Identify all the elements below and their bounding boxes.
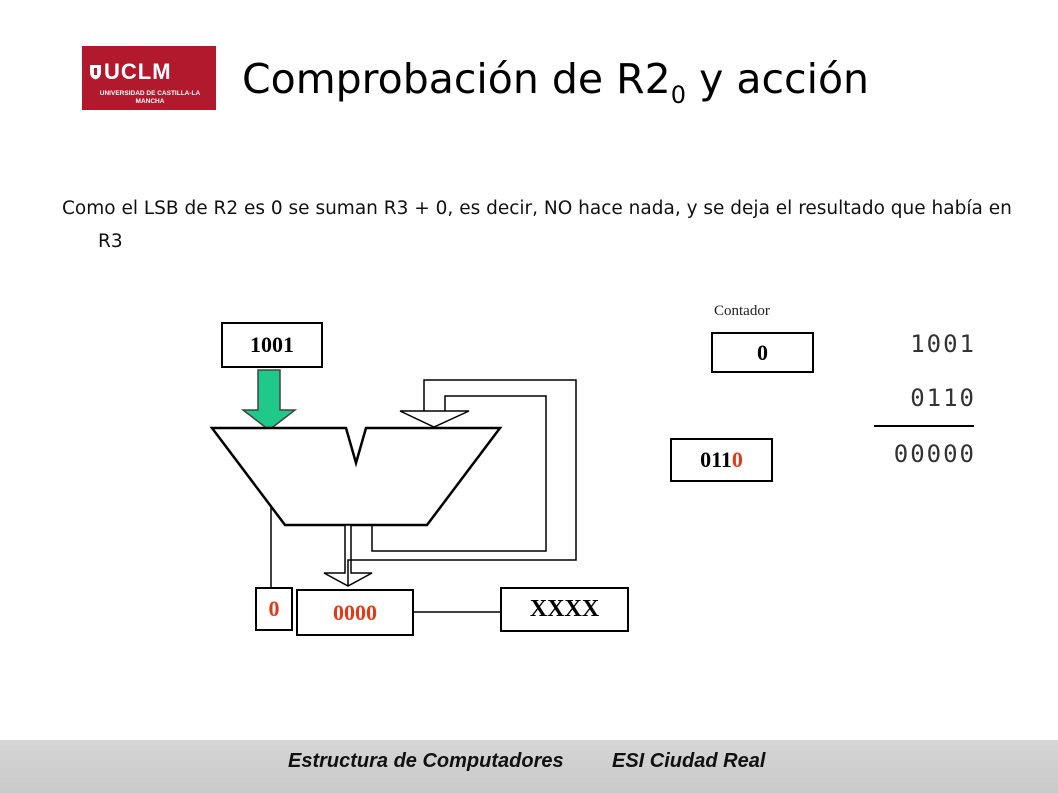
adder-shape	[212, 428, 500, 525]
multiplier-prefix: 011	[700, 447, 732, 472]
feedback-arrow-icon	[400, 411, 469, 427]
calc-operand-a: 1001	[910, 330, 976, 358]
footer-school: ESI Ciudad Real	[612, 750, 766, 772]
multiplicand-register: 1001	[221, 322, 323, 368]
carry-register: 0	[255, 587, 293, 631]
calc-result: 00000	[893, 440, 976, 468]
low-register: XXXX	[500, 587, 629, 632]
counter-label: Contador	[714, 303, 770, 319]
counter-register: 0	[711, 332, 814, 373]
title-subscript: 0	[670, 81, 687, 109]
multiplier-lsb: 0	[731, 447, 743, 472]
logo-name: UCLM	[104, 59, 172, 84]
input-arrow-icon	[243, 370, 295, 430]
multiplier-register	[670, 438, 773, 482]
title-text: Comprobación de R2	[242, 55, 671, 103]
footer-bar	[0, 740, 1058, 793]
accumulator-register: 0000	[296, 589, 414, 636]
footer-course: Estructura de Computadores	[288, 750, 564, 772]
title-suffix: y acción	[686, 55, 870, 103]
calc-divider	[874, 425, 974, 427]
description-bullet: Como el LSB de R2 es 0 se suman R3 + 0, es decir, NO hace nada, y se deja el resultado que había en R3	[62, 198, 1012, 252]
calc-operand-b: 0110	[910, 384, 976, 412]
logo-subtitle: UNIVERSIDAD DE CASTILLA-LA MANCHA	[99, 90, 201, 105]
